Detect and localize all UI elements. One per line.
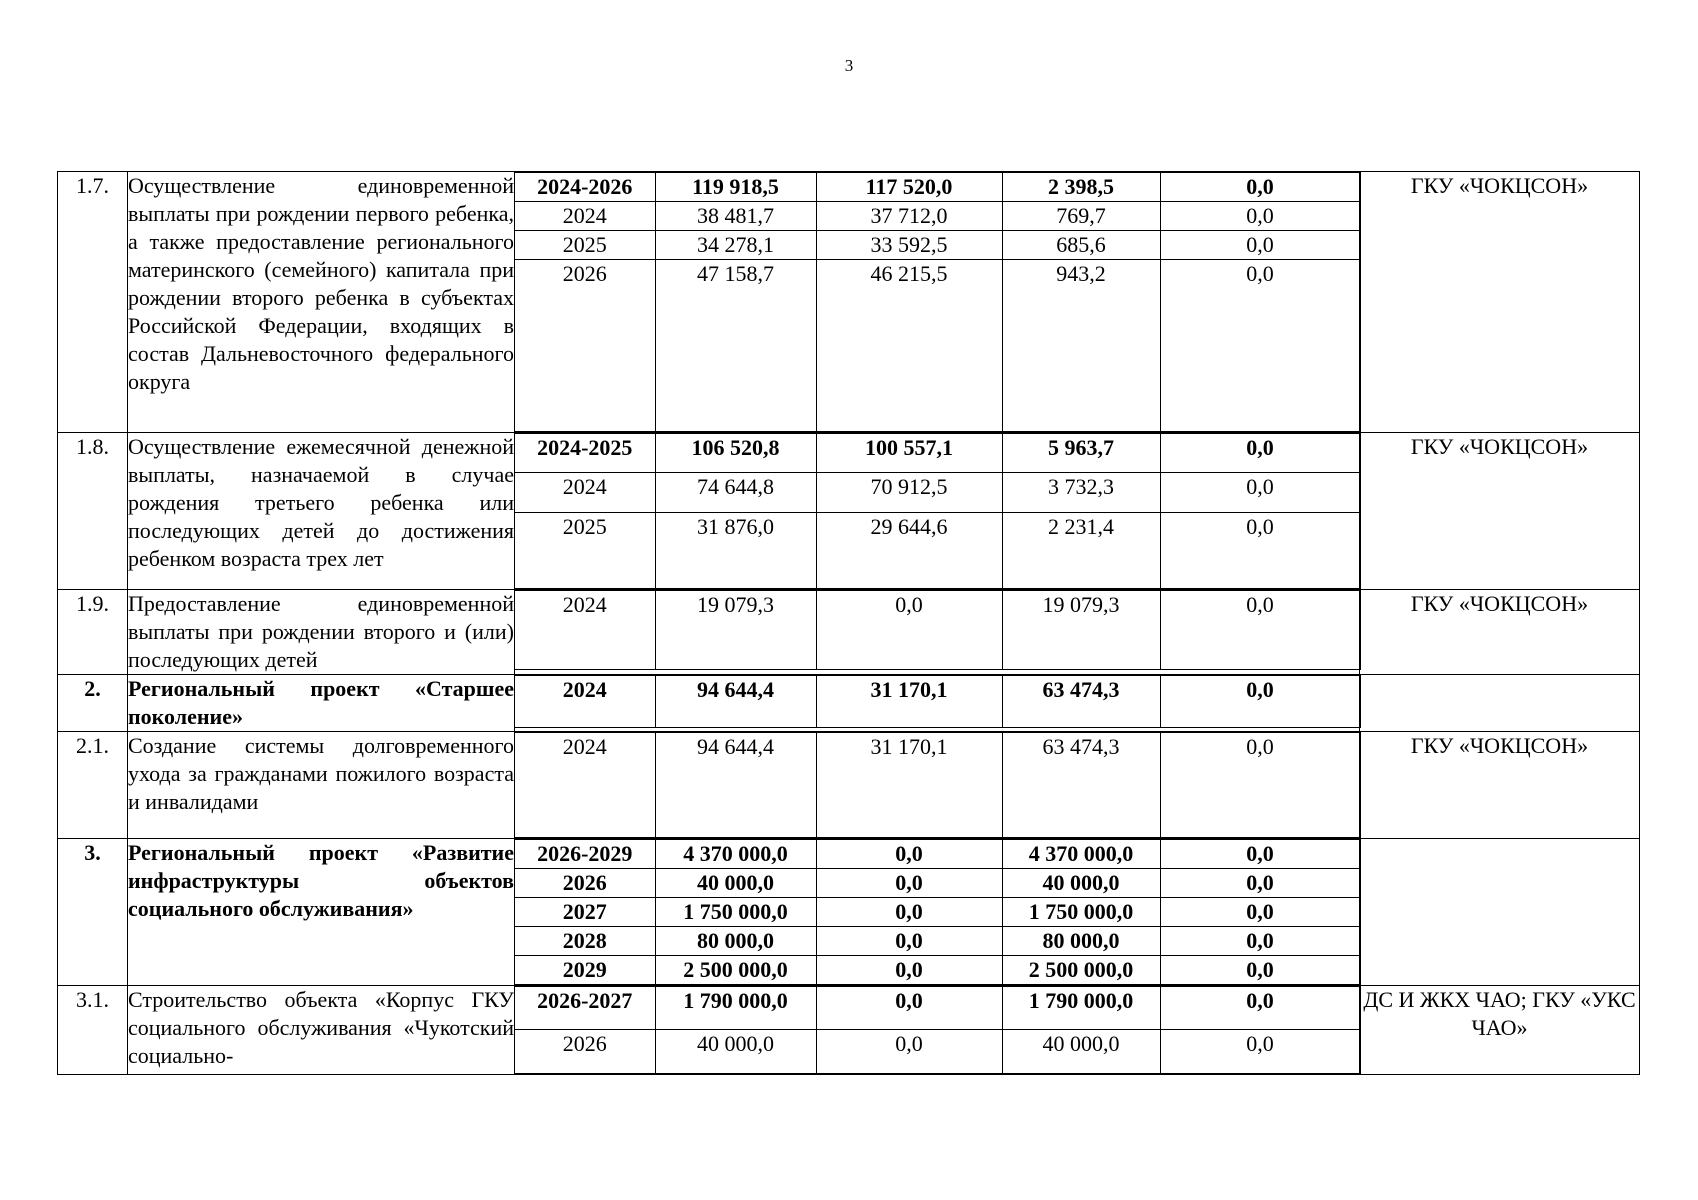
financing-subrow (515, 513, 1360, 589)
financing-subrow (515, 840, 1360, 869)
row-number: 1.7. (58, 172, 128, 433)
other-sources-cell: 0,0 (1160, 927, 1360, 956)
period-cell: 2026 (515, 260, 655, 432)
financing-subrow (515, 202, 1360, 231)
financing-subrow (515, 473, 1360, 513)
regional-budget-cell: 40 000,0 (1002, 869, 1160, 898)
regional-budget-cell: 1 790 000,0 (1002, 987, 1160, 1030)
total-cell: 31 876,0 (655, 513, 816, 589)
financing-subtable (515, 433, 1361, 589)
table-body (58, 172, 1640, 1075)
executor: ГКУ «ЧОКЦСОН» (1359, 172, 1639, 433)
activity-name: Строительство объекта «Корпус ГКУ социального обслуживания «Чукотский социально- (128, 986, 515, 1075)
financing-table (57, 171, 1640, 1075)
regional-budget-cell: 685,6 (1002, 231, 1160, 260)
period-cell: 2025 (515, 231, 655, 260)
row-number: 3.1. (58, 986, 128, 1075)
total-cell: 4 370 000,0 (655, 840, 816, 869)
financing-values (515, 675, 1360, 732)
executor (1359, 839, 1639, 986)
total-cell: 1 790 000,0 (655, 987, 816, 1030)
row-number: 3. (58, 839, 128, 986)
financing-values (515, 433, 1360, 590)
other-sources-cell: 0,0 (1160, 869, 1360, 898)
executor: ГКУ «ЧОКЦСОН» (1359, 732, 1639, 839)
row-number: 2. (58, 675, 128, 732)
total-cell: 47 158,7 (655, 260, 816, 432)
regional-budget-cell: 19 079,3 (1002, 591, 1160, 670)
regional-budget-cell: 769,7 (1002, 202, 1160, 231)
period-cell: 2026 (515, 1030, 655, 1074)
regional-budget-cell: 63 474,3 (1002, 733, 1160, 838)
period-cell: 2024 (515, 733, 655, 838)
financing-subrow (515, 676, 1360, 728)
financing-subrow (515, 898, 1360, 927)
financing-subrow (515, 173, 1360, 202)
activity-name: Региональный проект «Старшее поколение» (128, 675, 515, 732)
regional-budget-cell: 2 231,4 (1002, 513, 1160, 589)
regional-budget-cell: 80 000,0 (1002, 927, 1160, 956)
total-cell: 74 644,8 (655, 473, 816, 513)
financing-subtable (515, 590, 1361, 670)
row-number: 1.8. (58, 433, 128, 590)
total-cell: 40 000,0 (655, 869, 816, 898)
financing-subrow (515, 591, 1360, 670)
total-cell: 119 918,5 (655, 173, 816, 202)
other-sources-cell: 0,0 (1160, 202, 1360, 231)
other-sources-cell: 0,0 (1160, 473, 1360, 513)
financing-subrow (515, 869, 1360, 898)
financing-subrow (515, 1030, 1360, 1074)
other-sources-cell: 0,0 (1160, 733, 1360, 838)
regional-budget-cell: 2 500 000,0 (1002, 956, 1160, 985)
federal-budget-cell: 100 557,1 (816, 434, 1002, 473)
financing-subrow (515, 733, 1360, 838)
period-cell: 2026 (515, 869, 655, 898)
regional-budget-cell: 40 000,0 (1002, 1030, 1160, 1074)
other-sources-cell: 0,0 (1160, 513, 1360, 589)
financing-subtable (515, 839, 1361, 985)
other-sources-cell: 0,0 (1160, 898, 1360, 927)
financing-subtable (515, 986, 1361, 1074)
regional-budget-cell: 63 474,3 (1002, 676, 1160, 728)
table-row (58, 839, 1640, 986)
total-cell: 38 481,7 (655, 202, 816, 231)
table-row (58, 732, 1640, 839)
period-cell: 2024 (515, 676, 655, 728)
activity-name: Создание системы долговременного ухода за гражданами пожилого возраста и инвалидами (128, 732, 515, 839)
federal-budget-cell: 31 170,1 (816, 733, 1002, 838)
period-cell: 2024 (515, 473, 655, 513)
financing-subrow (515, 987, 1360, 1030)
total-cell: 106 520,8 (655, 434, 816, 473)
period-cell: 2026-2027 (515, 987, 655, 1030)
financing-values (515, 172, 1360, 433)
other-sources-cell: 0,0 (1160, 840, 1360, 869)
financing-values (515, 986, 1360, 1075)
table-row (58, 433, 1640, 590)
period-cell: 2024-2026 (515, 173, 655, 202)
regional-budget-cell: 2 398,5 (1002, 173, 1160, 202)
other-sources-cell: 0,0 (1160, 231, 1360, 260)
federal-budget-cell: 0,0 (816, 898, 1002, 927)
federal-budget-cell: 0,0 (816, 869, 1002, 898)
financing-subrow (515, 231, 1360, 260)
federal-budget-cell: 0,0 (816, 927, 1002, 956)
total-cell: 2 500 000,0 (655, 956, 816, 985)
activity-name: Осуществление ежемесячной денежной выплаты, назначаемой в случае рождения третьего ребенка или последующих детей до достижения ребенком возраста трех лет (128, 433, 515, 590)
federal-budget-cell: 31 170,1 (816, 676, 1002, 728)
period-cell: 2024 (515, 591, 655, 670)
federal-budget-cell: 0,0 (816, 987, 1002, 1030)
federal-budget-cell: 0,0 (816, 1030, 1002, 1074)
period-cell: 2025 (515, 513, 655, 589)
federal-budget-cell: 117 520,0 (816, 173, 1002, 202)
total-cell: 34 278,1 (655, 231, 816, 260)
financing-subrow (515, 260, 1360, 432)
other-sources-cell: 0,0 (1160, 676, 1360, 728)
period-cell: 2024-2025 (515, 434, 655, 473)
page-number: 3 (844, 56, 854, 75)
regional-budget-cell: 3 732,3 (1002, 473, 1160, 513)
financing-values (515, 590, 1360, 675)
executor: ДС И ЖКХ ЧАО; ГКУ «УКС ЧАО» (1359, 986, 1639, 1075)
row-number: 1.9. (58, 590, 128, 675)
financing-subrow (515, 956, 1360, 985)
other-sources-cell: 0,0 (1160, 173, 1360, 202)
financing-subrow (515, 434, 1360, 473)
regional-budget-cell: 1 750 000,0 (1002, 898, 1160, 927)
period-cell: 2024 (515, 202, 655, 231)
table-row (58, 590, 1640, 675)
activity-name: Региональный проект «Развитие инфраструктуры объектов социального обслуживания» (128, 839, 515, 986)
period-cell: 2027 (515, 898, 655, 927)
financing-subtable (515, 172, 1361, 432)
other-sources-cell: 0,0 (1160, 956, 1360, 985)
period-cell: 2028 (515, 927, 655, 956)
federal-budget-cell: 70 912,5 (816, 473, 1002, 513)
regional-budget-cell: 5 963,7 (1002, 434, 1160, 473)
total-cell: 19 079,3 (655, 591, 816, 670)
financing-subtable (515, 732, 1361, 838)
federal-budget-cell: 46 215,5 (816, 260, 1002, 432)
table-row (58, 172, 1640, 433)
financing-values (515, 732, 1360, 839)
row-number: 2.1. (58, 732, 128, 839)
executor: ГКУ «ЧОКЦСОН» (1359, 433, 1639, 590)
other-sources-cell: 0,0 (1160, 260, 1360, 432)
other-sources-cell: 0,0 (1160, 1030, 1360, 1074)
other-sources-cell: 0,0 (1160, 591, 1360, 670)
financing-subtable (515, 675, 1361, 728)
period-cell: 2029 (515, 956, 655, 985)
financing-subrow (515, 927, 1360, 956)
other-sources-cell: 0,0 (1160, 987, 1360, 1030)
executor (1359, 675, 1639, 732)
federal-budget-cell: 0,0 (816, 956, 1002, 985)
federal-budget-cell: 29 644,6 (816, 513, 1002, 589)
regional-budget-cell: 4 370 000,0 (1002, 840, 1160, 869)
federal-budget-cell: 0,0 (816, 840, 1002, 869)
activity-name: Предоставление единовременной выплаты при рождении второго и (или) последующих детей (128, 590, 515, 675)
period-cell: 2026-2029 (515, 840, 655, 869)
total-cell: 40 000,0 (655, 1030, 816, 1074)
regional-budget-cell: 943,2 (1002, 260, 1160, 432)
federal-budget-cell: 33 592,5 (816, 231, 1002, 260)
activity-name: Осуществление единовременной выплаты при рождении первого ребенка, а также предоставление регионального материнского (семейного) капитала при рождении второго ребенка в субъектах Российской Федерации, входящих в состав Дальневосточного федерального округа (128, 172, 515, 433)
table-row (58, 675, 1640, 732)
total-cell: 1 750 000,0 (655, 898, 816, 927)
financing-values (515, 839, 1360, 986)
total-cell: 94 644,4 (655, 676, 816, 728)
table-row (58, 986, 1640, 1075)
total-cell: 80 000,0 (655, 927, 816, 956)
total-cell: 94 644,4 (655, 733, 816, 838)
federal-budget-cell: 0,0 (816, 591, 1002, 670)
executor: ГКУ «ЧОКЦСОН» (1359, 590, 1639, 675)
other-sources-cell: 0,0 (1160, 434, 1360, 473)
federal-budget-cell: 37 712,0 (816, 202, 1002, 231)
